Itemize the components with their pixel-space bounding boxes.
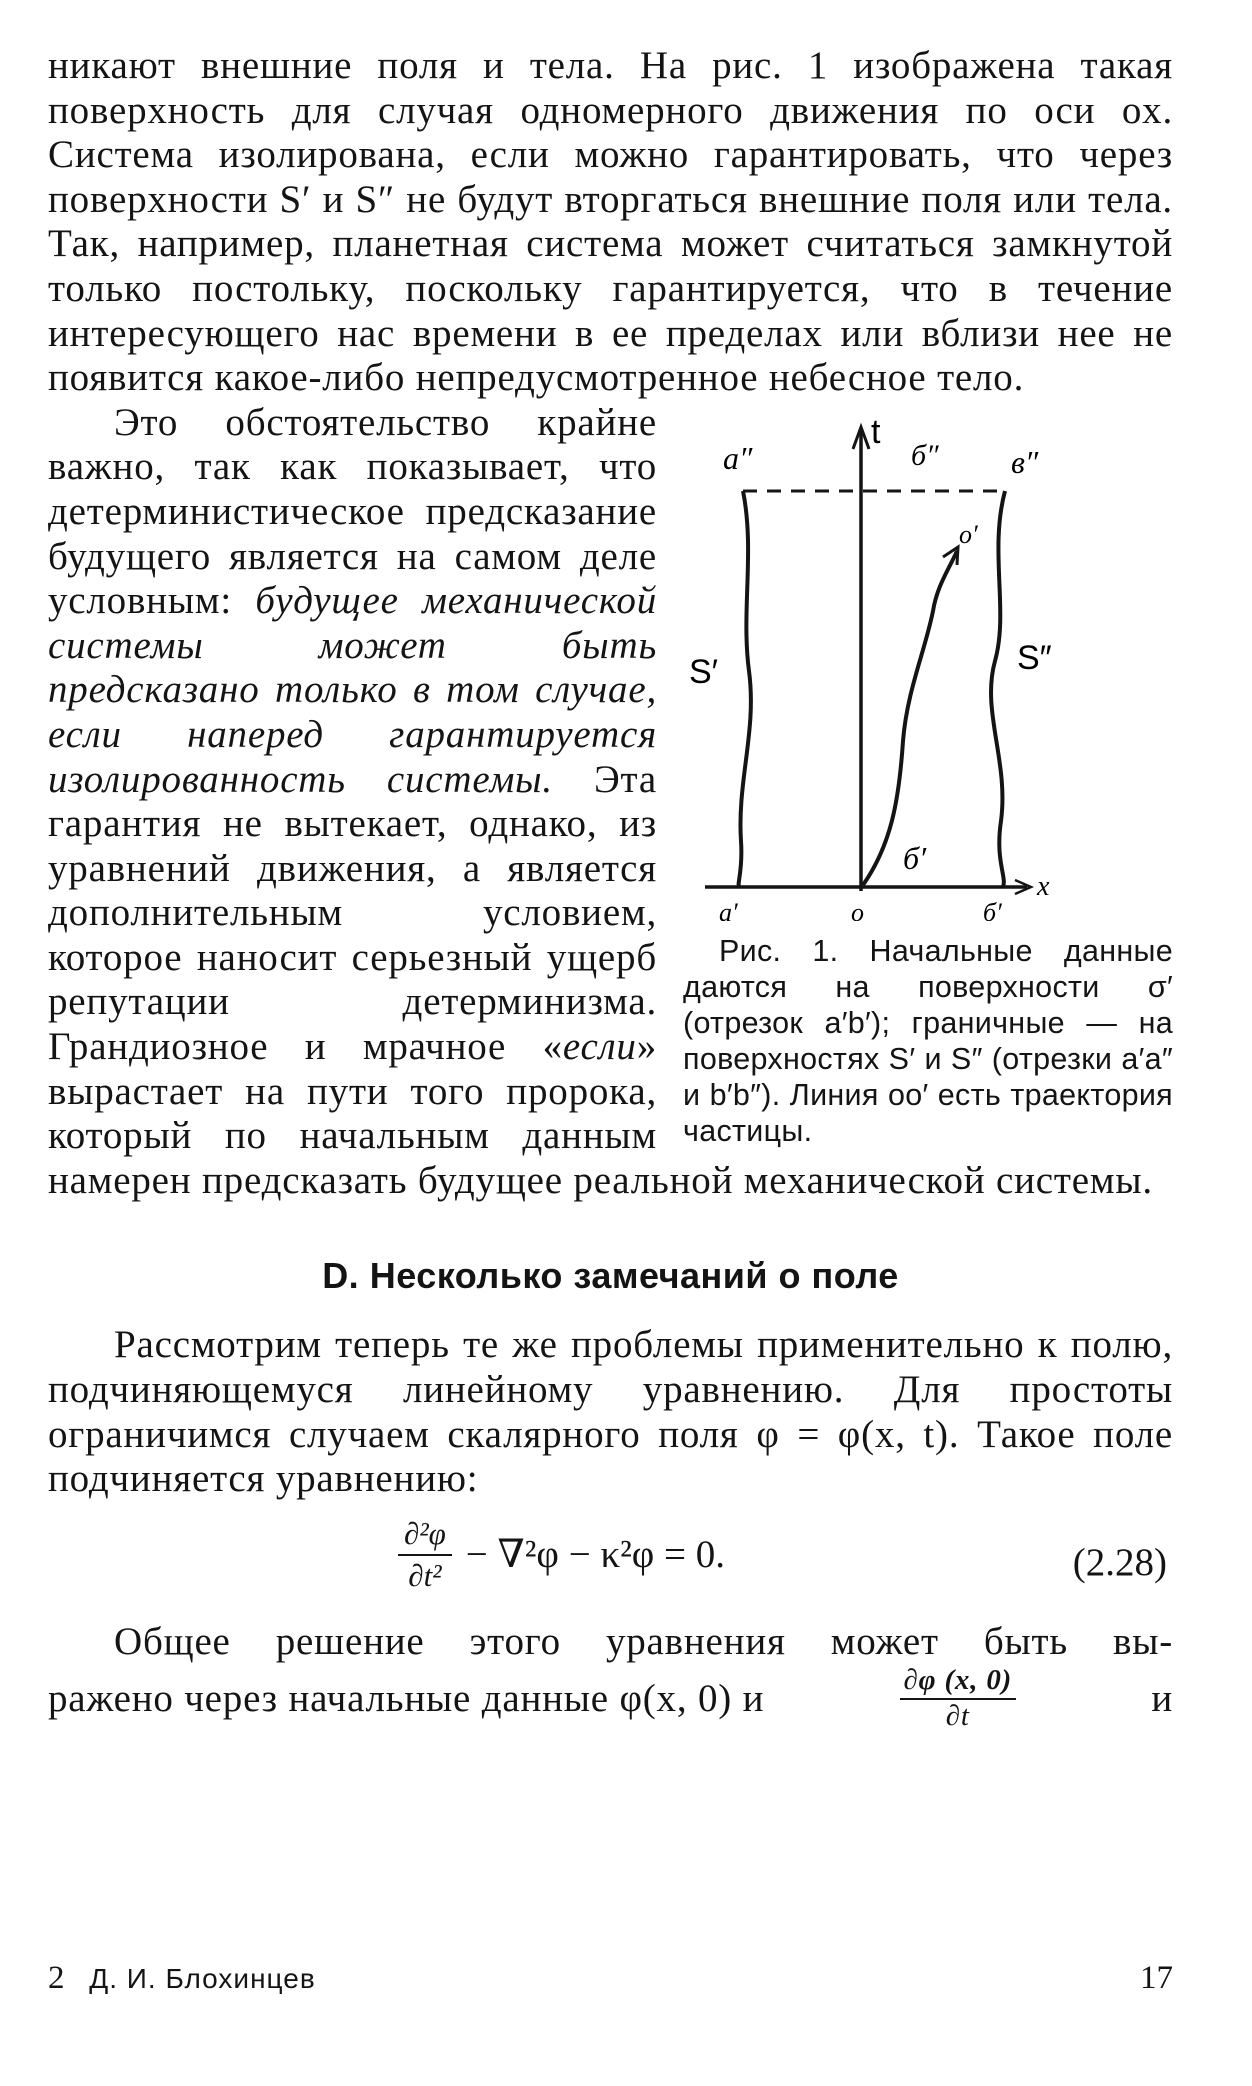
footer-author: Д. И. Блохинцев <box>89 1963 316 1994</box>
label-b-prime: б′ <box>983 897 1002 921</box>
label-a2: a″ <box>723 439 753 476</box>
last-line-text: ражено через начальные данные φ(x, 0) и <box>48 1677 765 1721</box>
label-b2-right: в″ <box>1011 443 1039 480</box>
page-number: 17 <box>1140 1960 1173 1996</box>
x-label: x <box>1037 870 1050 902</box>
label-s2: S″ <box>1017 638 1052 677</box>
label-s1: S′ <box>689 652 719 691</box>
top-paragraph: никают внешние поля и тела. На рис. 1 изображена такая поверхность для случая одномерного движения по оси ox. Система изолирована, если можно гарантировать, что через поверхности S′ и S″ не будут вторгаться внешние поля или тела. Так, например, планетная система может считаться замкнутой только постольку, поскольку гарантируется, что в течение интересующего нас времени в ее пределах или вблизи нее не появится какое-либо непредусмотренное небесное тело. <box>48 44 1173 400</box>
second-paragraph-italic2: если <box>562 1025 637 1069</box>
figure-caption: Рис. 1. Начальные данные даются на поверхности σ′ (отрезок a′b′); граничные — на поверхностях S′ и S″ (отрезки a′a″ и b′b″). Линия oo′ есть траектория частицы. <box>683 933 1173 1148</box>
second-paragraph-italic: будущее механической системы может быть предсказано только в том случае, если наперед гарантируется изолированность системы. <box>48 579 657 801</box>
last-line-tail: и <box>1151 1677 1173 1721</box>
t-label: t <box>871 412 881 451</box>
label-b-prime-mid: б′ <box>903 839 927 876</box>
second-paragraph-end: Эта гарантия не вытекает, однако, из уравнений движения, а является дополнительным условием, которое наносит серьезный ущерб репутации детерминизма. Грандиозное и мрачное « <box>48 757 657 1069</box>
equation-number: (2.28) <box>1072 1540 1167 1584</box>
equation-denominator: ∂t² <box>408 1557 442 1593</box>
page-footer <box>48 1960 1173 1997</box>
equation-2-28 <box>48 1512 1173 1612</box>
second-paragraph-end2: » вырастает на пути того пророка, который по начальным данным намерен предсказать будущее реальной механической системы. <box>48 1025 1153 1202</box>
third-paragraph: Рассмотрим теперь те же проблемы применительно к полю, подчиняющемуся линейному уравнению. Для простоты ограничимся случаем скалярного поля φ = φ(x, t). Такое поле подчиняется уравнению: <box>48 1323 1173 1501</box>
figure-diagram <box>675 401 1173 921</box>
footer-signature: 2 <box>48 1960 65 1996</box>
equation-expression <box>398 1516 725 1594</box>
label-o-prime: o′ <box>959 519 978 549</box>
fourth-paragraph-first-line: Общее решение этого уравнения может быть вы- <box>114 1619 1173 1663</box>
boundary-s2 <box>991 491 1005 887</box>
label-a-prime: a′ <box>719 897 738 921</box>
last-line-frac-den: ∂t <box>945 1700 970 1733</box>
figure-1 <box>675 401 1173 1149</box>
label-b2-top: б″ <box>911 438 939 472</box>
label-o: o <box>851 897 864 921</box>
page <box>48 44 1173 2044</box>
section-heading: D. Несколько замечаний о поле <box>322 1255 899 1297</box>
boundary-s1 <box>739 491 751 887</box>
equation-fraction <box>398 1516 452 1594</box>
footer-left <box>48 1960 316 1997</box>
equation-rest: − ∇²φ − κ²φ = 0. <box>465 1533 726 1577</box>
fourth-paragraph-last-line <box>48 1664 1173 1733</box>
last-line-fraction <box>900 1664 1017 1733</box>
second-paragraph-start: Это обстоятельство крайне важно, так как показывает, что детерминистическое предсказание будущего является на самом деле условным: <box>48 400 657 623</box>
trajectory <box>863 551 957 885</box>
equation-numerator: ∂²φ <box>398 1516 452 1556</box>
last-line-frac-num: ∂φ (x, 0) <box>900 1664 1017 1700</box>
